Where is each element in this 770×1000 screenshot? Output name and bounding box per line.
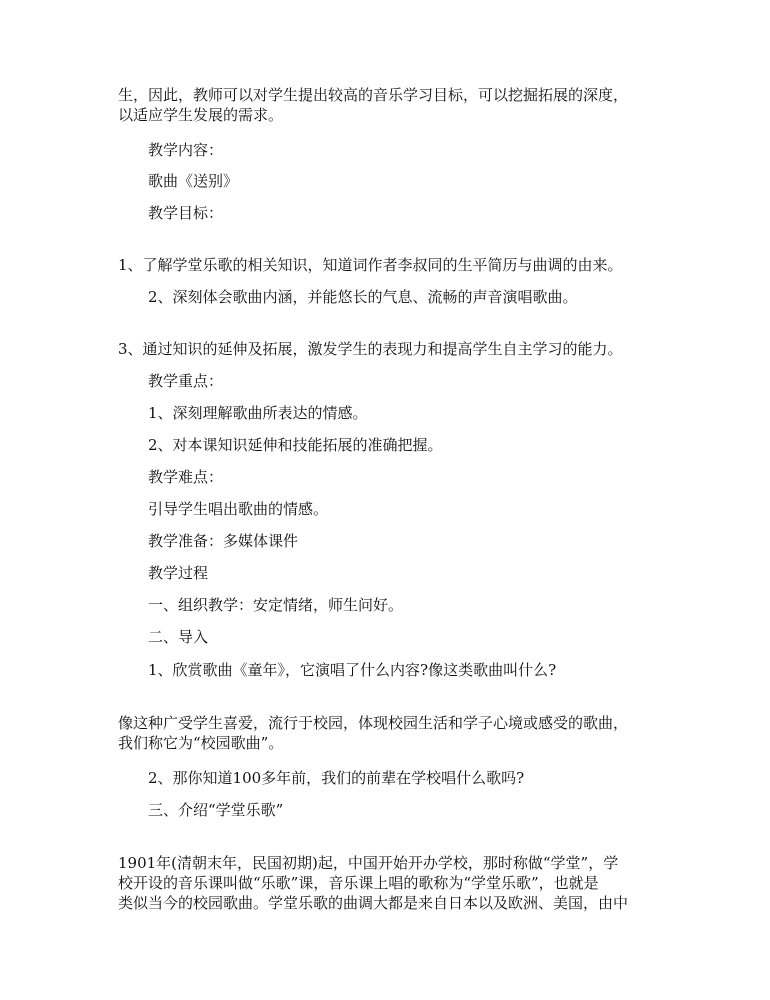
section-heading: 教学重点： [148,372,224,390]
paragraph-line: 校开设的音乐课叫做“乐歌”课，音乐课上唱的歌称为“学堂乐歌”，也就是 [118,874,599,892]
list-item: 1、了解学堂乐歌的相关知识，知道词作者李叔同的生平简历与曲调的由来。 [118,256,623,274]
list-item: 1、欣赏歌曲《童年》，它演唱了什么内容?像这类歌曲叫什么? [148,661,557,679]
list-item: 1、深刻理解歌曲所表达的情感。 [148,404,368,422]
paragraph-line: 引导学生唱出歌曲的情感。 [148,500,329,518]
list-item: 2、深刻体会歌曲内涵，并能悠长的气息、流畅的声音演唱歌曲。 [148,288,578,306]
list-item: 一、组织教学：安定情绪，师生问好。 [148,596,404,614]
paragraph-line: 歌曲《送别》 [148,172,239,190]
paragraph-line: 教学准备：多媒体课件 [148,532,299,550]
section-heading: 教学过程 [148,564,209,582]
list-item: 3、通过知识的延伸及拓展，激发学生的表现力和提高学生自主学习的能力。 [118,340,623,358]
section-heading: 教学内容： [148,141,224,159]
paragraph-line: 1901年(清朝末年，民国初期)起，中国开始开办学校，那时称做“学堂”，学 [118,854,619,872]
paragraph-line: 我们称它为“校园歌曲”。 [118,734,284,752]
list-item: 2、对本课知识延伸和技能拓展的准确把握。 [148,436,443,454]
section-heading: 教学难点： [148,468,224,486]
paragraph-line: 像这种广受学生喜爱，流行于校园，体现校园生活和学子心境或感受的歌曲， [118,714,629,732]
paragraph-line: 类似当今的校园歌曲。学堂乐歌的曲调大都是来自日本以及欧洲、美国，由中 [118,894,629,912]
section-heading: 三、介绍“学堂乐歌” [148,801,284,819]
list-item: 2、那你知道100多年前，我们的前辈在学校唱什么歌吗? [148,769,525,787]
list-item: 二、导入 [148,628,209,646]
section-heading: 教学目标： [148,204,224,222]
paragraph-line: 生，因此，教师可以对学生提出较高的音乐学习目标，可以挖掘拓展的深度， [118,86,629,104]
paragraph-line: 以适应学生发展的需求。 [118,106,284,124]
